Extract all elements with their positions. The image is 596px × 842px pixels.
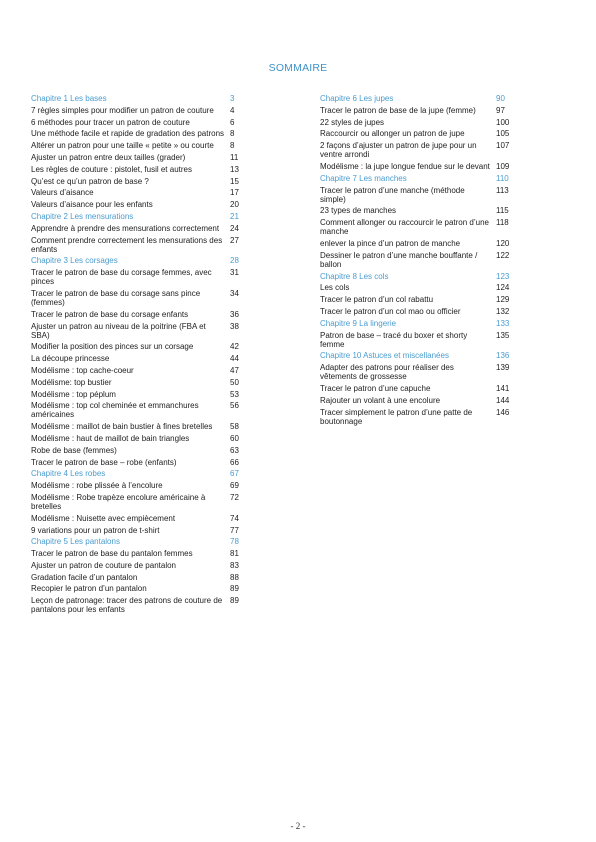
toc-entry-title: Ajuster un patron entre deux tailles (grader) [31,152,186,162]
toc-entry[interactable] [31,354,247,363]
toc-entry-title: Tracer le patron d’un col rabattu [320,295,434,305]
toc-chapter-heading[interactable] [320,351,510,360]
toc-entry-title: Les règles de couture : pistolet, fusil et autres [31,164,192,174]
toc-entry-page: 81 [230,549,239,559]
toc-entry-title: Une méthode facile et rapide de gradation des patrons [31,129,225,139]
toc-entry-page: 113 [496,185,509,195]
toc-entry-title: Robe de base (femmes) [31,445,117,455]
toc-entry-page: 110 [496,173,509,183]
toc-entry-page: 15 [230,176,239,186]
toc-entry-page: 72 [230,492,239,502]
toc-entry[interactable] [320,408,510,426]
toc-entry-page: 123 [496,271,510,281]
toc-entry-title: Chapitre 9 La lingerie [320,318,397,328]
toc-entry-title: Comment prendre correctement les mensurations des enfants [31,235,223,254]
toc-entry-page: 8 [230,141,235,151]
toc-entry-title: Modélisme : Robe trapèze encolure américaine à bretelles [31,492,206,511]
toc-entry[interactable] [320,363,510,381]
toc-entry[interactable] [31,378,247,387]
toc-entry[interactable] [31,342,247,351]
toc-entry-page: 13 [230,164,239,174]
toc-entry[interactable] [31,188,247,197]
toc-entry-title: Gradation facile d’un pantalon [31,572,138,582]
toc-entry-title: Tracer le patron de base du corsage femmes, avec pinces [31,268,212,287]
toc-entry-page: 118 [496,218,509,228]
toc-entry-page: 69 [230,481,239,491]
toc-entry-page: 105 [496,129,510,139]
toc-entry-page: 83 [230,560,239,570]
toc-chapter-heading[interactable] [320,174,510,183]
toc-entry[interactable] [31,596,247,614]
toc-entry-title: enlever la pince d’un patron de manche [320,238,461,248]
toc-entry-title: Modélisme : maillot de bain bustier à fines bretelles [31,422,213,432]
toc-entry-page: 3 [230,94,235,103]
toc-entry-page: 20 [230,200,239,210]
toc-entry-title: La découpe princesse [31,354,110,364]
page-number: - 2 - [290,821,306,831]
toc-entry-title: 7 règles simples pour modifier un patron de couture [31,105,214,115]
toc-entry-title: Ajuster un patron de couture de pantalon [31,560,176,570]
toc-entry-title: Modélisme : robe plissée à l’encolure [31,481,163,491]
toc-entry[interactable] [31,129,247,138]
toc-entry[interactable] [31,493,247,511]
toc-entry[interactable] [31,526,247,535]
toc-entry-page: 122 [496,250,510,260]
toc-entry-page: 120 [496,238,510,248]
toc-entry-title: Valeurs d’aisance pour les enfants [31,200,153,210]
toc-entry[interactable] [31,322,247,340]
toc-entry-title: Chapitre 2 Les mensurations [31,211,134,221]
toc-entry-page: 24 [230,223,239,233]
toc-entry-page: 139 [496,363,510,373]
toc-entry-page: 63 [230,445,239,455]
toc-entry-title: Chapitre 6 Les jupes [320,94,394,103]
toc-entry-title: Tracer le patron de base de la jupe (femme) [320,105,476,115]
toc-entry-title: Tracer le patron de base du corsage enfants [31,309,189,319]
toc-entry-page: 89 [230,596,239,606]
toc-chapter-heading[interactable] [31,94,247,103]
toc-chapter-heading[interactable] [31,212,247,221]
toc-entry[interactable] [31,200,247,209]
toc-entry-page: 109 [496,161,510,171]
toc-right-column [320,94,510,428]
toc-entry[interactable] [320,307,510,316]
toc-entry[interactable] [31,153,247,162]
page-title: SOMMAIRE [268,62,328,74]
toc-entry[interactable] [31,481,247,490]
toc-entry-title: Les cols [320,283,350,293]
toc-entry[interactable] [31,422,247,431]
toc-entry[interactable] [31,224,247,233]
toc-entry-title: Chapitre 1 Les bases [31,94,107,103]
toc-entry[interactable] [320,218,510,236]
toc-entry-title: Modifier la position des pinces sur un corsage [31,342,194,352]
toc-entry[interactable] [31,177,247,186]
toc-entry-page: 67 [230,469,239,479]
toc-entry-title: Comment allonger ou raccourcir le patron d’une manche [320,218,489,237]
toc-entry[interactable] [320,106,510,115]
toc-entry[interactable] [320,162,510,171]
toc-entry[interactable] [31,573,247,582]
toc-entry[interactable] [31,106,247,115]
toc-entry-page: 141 [496,383,510,393]
toc-entry[interactable] [31,390,247,399]
toc-entry[interactable] [31,446,247,455]
toc-entry[interactable] [320,396,510,405]
toc-entry[interactable] [320,283,510,292]
toc-entry-title: Dessiner le patron d’une manche bouffante / ballon [320,250,478,269]
toc-entry[interactable] [31,561,247,570]
toc-entry-title: Tracer simplement le patron d’une patte de boutonnage [320,407,473,426]
toc-chapter-heading[interactable] [31,469,247,478]
toc-entry-title: Modélisme : Nuisette avec empiècement [31,513,176,523]
toc-chapter-heading[interactable] [320,272,510,281]
toc-entry-page: 50 [230,377,239,387]
toc-entry-title: Recopier le patron d’un pantalon [31,584,147,594]
toc-entry[interactable] [31,366,247,375]
toc-entry-title: Patron de base – tracé du boxer et shorty femme [320,330,468,349]
toc-entry-page: 38 [230,321,239,331]
toc-left-column [31,94,247,617]
toc-entry-page: 89 [230,584,239,594]
toc-entry-page: 97 [496,105,505,115]
toc-entry[interactable] [31,310,247,319]
toc-entry-page: 129 [496,295,510,305]
toc-entry-page: 74 [230,513,239,523]
toc-chapter-heading[interactable] [320,319,510,328]
toc-entry-page: 8 [230,129,235,139]
toc-entry-title: Modélisme : top péplum [31,389,116,399]
toc-chapter-heading[interactable] [31,256,247,265]
toc-entry-page: 124 [496,283,510,293]
toc-entry-page: 28 [230,256,239,266]
toc-entry-page: 144 [496,395,510,405]
toc-entry-page: 27 [230,235,239,245]
toc-entry[interactable] [320,239,510,248]
toc-entry-title: Apprendre à prendre des mensurations correctement [31,223,220,233]
toc-entry-title: Chapitre 5 Les pantalons [31,537,120,547]
toc-entry-page: 47 [230,365,239,375]
toc-entry-page: 21 [230,211,239,221]
toc-entry-page: 90 [496,94,505,103]
toc-entry-title: Tracer le patron de base du pantalon femmes [31,549,193,559]
toc-entry-title: Chapitre 4 Les robes [31,469,106,479]
toc-entry-title: Tracer le patron d’une capuche [320,383,431,393]
toc-entry-page: 77 [230,525,239,535]
toc-entry-page: 66 [230,457,239,467]
toc-entry-page: 17 [230,188,239,198]
toc-entry[interactable] [31,549,247,558]
toc-entry-title: Tracer le patron d’un col mao ou officier [320,306,461,316]
toc-entry-page: 146 [496,407,510,417]
toc-entry-page: 88 [230,572,239,582]
toc-entry-title: Modélisme: top bustier [31,377,112,387]
toc-entry-page: 78 [230,537,239,547]
toc-entry[interactable] [31,401,247,419]
toc-entry-title: 6 méthodes pour tracer un patron de couture [31,117,190,127]
toc-entry-page: 42 [230,342,239,352]
toc-entry-title: Modélisme : haut de maillot de bain triangles [31,433,190,443]
toc-entry[interactable] [31,514,247,523]
toc-entry-title: Adapter des patrons pour réaliser des vêtements de grossesse [320,363,454,382]
toc-entry-title: 23 types de manches [320,206,397,216]
toc-entry-title: Qu’est ce qu’un patron de base ? [31,176,149,186]
toc-chapter-heading[interactable] [31,537,247,546]
toc-entry-page: 36 [230,309,239,319]
toc-entry-title: Raccourcir ou allonger un patron de jupe [320,129,465,139]
toc-entry-title: Tracer le patron de base du corsage sans pince (femmes) [31,288,201,307]
toc-entry[interactable] [320,118,510,127]
toc-entry-title: Modélisme : la jupe longue fendue sur le devant [320,161,490,171]
toc-entry[interactable] [320,295,510,304]
toc-entry-page: 4 [230,105,235,115]
toc-entry-title: Valeurs d’aisance [31,188,94,198]
toc-entry[interactable] [320,384,510,393]
toc-chapter-heading[interactable] [320,94,510,103]
toc-entry-page: 135 [496,330,510,340]
toc-entry-title: Chapitre 7 Les manches [320,173,407,183]
toc-entry[interactable] [31,165,247,174]
toc-entry[interactable] [31,289,247,307]
toc-entry-page: 56 [230,401,239,411]
toc-entry-title: Chapitre 3 Les corsages [31,256,118,266]
toc-entry-title: Chapitre 8 Les cols [320,271,389,281]
toc-entry-page: 53 [230,389,239,399]
toc-entry-page: 44 [230,354,239,364]
toc-entry-page: 31 [230,268,239,278]
toc-entry[interactable] [31,118,247,127]
toc-entry-title: Chapitre 10 Astuces et miscellanées [320,351,449,361]
toc-entry-page: 11 [230,152,239,162]
toc-entry[interactable] [31,458,247,467]
toc-entry[interactable] [320,141,510,159]
toc-entry[interactable] [31,141,247,150]
toc-entry-title: Leçon de patronage: tracer des patrons de couture de pantalons pour les enfants [31,596,223,615]
toc-entry[interactable] [31,236,247,254]
toc-entry-title: Tracer le patron de base – robe (enfants) [31,457,177,467]
toc-entry-page: 34 [230,288,239,298]
toc-entry-title: Tracer le patron d’une manche (méthode simple) [320,185,465,204]
toc-entry-page: 107 [496,141,510,151]
toc-entry-title: Ajuster un patron au niveau de la poitrine (FBA et SBA) [31,321,206,340]
toc-entry-page: 6 [230,117,235,127]
toc-entry-page: 58 [230,422,239,432]
toc-entry-title: Modélisme : top col cheminée et emmanchures américaines [31,401,199,420]
toc-entry[interactable] [320,186,510,204]
toc-entry[interactable] [31,434,247,443]
toc-entry-title: 22 styles de jupes [320,117,385,127]
toc-entry-title: Rajouter un volant à une encolure [320,395,441,405]
toc-entry-page: 60 [230,433,239,443]
toc-entry-title: 2 façons d’ajuster un patron de jupe pour un ventre arrondi [320,141,477,160]
toc-entry[interactable] [320,331,510,349]
toc-entry-page: 136 [496,351,510,361]
toc-entry[interactable] [320,251,510,269]
toc-entry-page: 100 [496,117,510,127]
toc-entry[interactable] [320,129,510,138]
toc-entry-title: Altérer un patron pour une taille « petite » ou courte [31,141,214,151]
toc-entry[interactable] [320,206,510,215]
toc-entry-page: 115 [496,206,509,216]
toc-entry-title: 9 variations pour un patron de t-shirt [31,525,160,535]
toc-entry[interactable] [31,268,247,286]
toc-entry-title: Modélisme : top cache-coeur [31,365,134,375]
toc-entry-page: 133 [496,318,510,328]
toc-entry-page: 132 [496,306,510,316]
toc-entry[interactable] [31,584,247,593]
